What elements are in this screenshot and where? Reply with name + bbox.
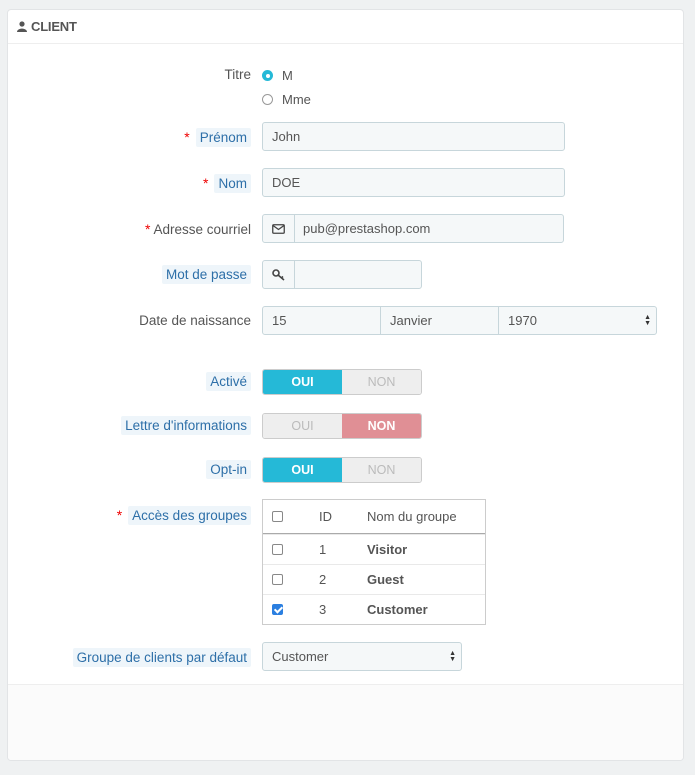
group-name: Customer xyxy=(367,602,428,617)
birthday-month-select[interactable]: Janvier xyxy=(380,307,498,334)
column-id: ID xyxy=(319,509,332,524)
optin-no[interactable]: NON xyxy=(342,458,421,482)
email-label: * Adresse courriel xyxy=(145,221,251,237)
radio-m[interactable] xyxy=(262,70,273,81)
group-checkbox[interactable] xyxy=(272,544,283,555)
radio-mme[interactable] xyxy=(262,94,273,105)
groups-table xyxy=(262,499,486,625)
active-toggle[interactable] xyxy=(262,369,422,395)
required-marker: * xyxy=(184,129,190,145)
nom-input[interactable]: DOE xyxy=(262,168,565,197)
prenom-input[interactable]: John xyxy=(262,122,565,151)
titre-option-m[interactable] xyxy=(262,68,293,83)
group-checkbox[interactable] xyxy=(272,574,283,585)
group-id: 1 xyxy=(319,542,327,557)
password-label: Mot de passe xyxy=(162,267,251,282)
birthday-day-select[interactable]: 15 xyxy=(272,313,287,328)
table-row xyxy=(263,564,485,594)
user-icon xyxy=(17,21,27,32)
newsletter-no[interactable]: NON xyxy=(342,414,421,438)
password-input[interactable] xyxy=(262,260,422,289)
default-group-select[interactable]: Customer ▲ ▼ xyxy=(262,642,462,671)
envelope-icon xyxy=(263,215,295,242)
select-all-checkbox[interactable] xyxy=(272,511,283,522)
client-panel xyxy=(7,9,684,761)
select-arrows-icon: ▲ ▼ xyxy=(449,650,456,663)
prenom-label: * Prénom xyxy=(184,129,251,145)
panel-footer xyxy=(8,684,683,760)
group-checkbox[interactable] xyxy=(272,604,283,615)
default-group-label: Groupe de clients par défaut xyxy=(73,650,251,665)
active-label: Activé xyxy=(206,374,251,389)
optin-yes[interactable]: OUI xyxy=(263,458,342,482)
select-arrows-icon: ▲ ▼ xyxy=(644,314,651,327)
required-marker: * xyxy=(203,175,209,191)
group-id: 2 xyxy=(319,572,327,587)
panel-title: CLIENT xyxy=(31,19,77,34)
nom-label: * Nom xyxy=(203,175,251,191)
group-name: Visitor xyxy=(367,542,408,557)
newsletter-toggle[interactable] xyxy=(262,413,422,439)
birthday-label: Date de naissance xyxy=(139,313,251,328)
groups-label: * Accès des groupes xyxy=(117,507,251,523)
table-row xyxy=(263,594,485,624)
group-name: Guest xyxy=(367,572,404,587)
radio-mme-label: Mme xyxy=(282,92,311,107)
group-id: 3 xyxy=(319,602,327,617)
active-yes[interactable]: OUI xyxy=(263,370,342,394)
titre-option-mme[interactable] xyxy=(262,92,311,107)
optin-toggle[interactable] xyxy=(262,457,422,483)
column-name: Nom du groupe xyxy=(367,509,457,524)
required-marker: * xyxy=(116,507,123,523)
key-icon xyxy=(263,261,295,288)
birthday-year-select[interactable]: 1970 ▲ ▼ xyxy=(498,307,656,334)
birthday-group xyxy=(262,306,657,335)
optin-label: Opt-in xyxy=(206,462,251,477)
email-input[interactable]: pub@prestashop.com xyxy=(262,214,564,243)
panel-header xyxy=(8,10,683,44)
titre-label: Titre xyxy=(224,67,251,82)
required-marker: * xyxy=(145,221,151,237)
radio-m-label: M xyxy=(282,68,293,83)
active-no[interactable]: NON xyxy=(342,370,421,394)
table-row xyxy=(263,534,485,564)
newsletter-label: Lettre d'informations xyxy=(121,418,251,433)
groups-table-header xyxy=(263,500,485,534)
newsletter-yes[interactable]: OUI xyxy=(263,414,342,438)
